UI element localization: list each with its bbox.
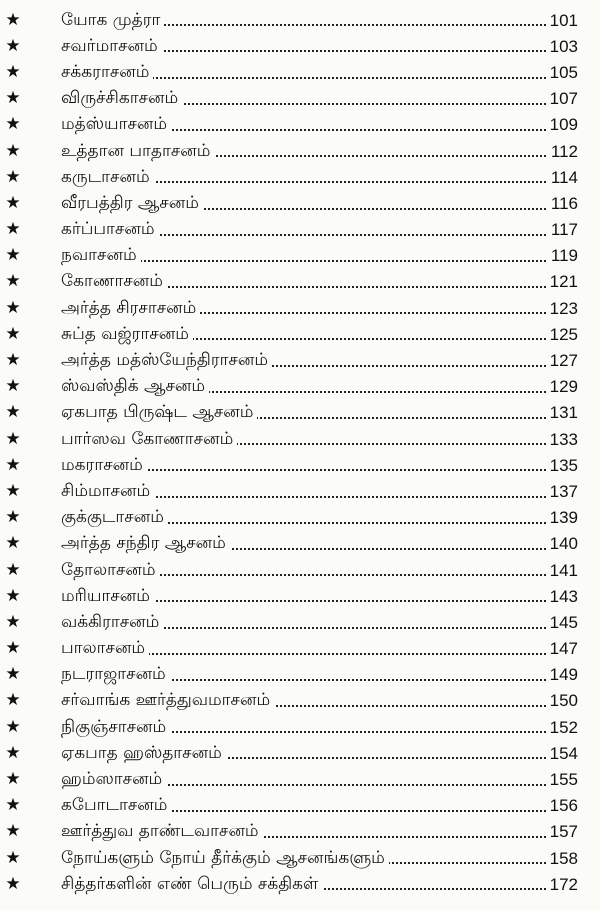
toc-entry-page-number: 109	[546, 116, 578, 133]
star-bullet-icon: ★	[5, 140, 21, 161]
star-bullet-icon: ★	[5, 742, 21, 763]
toc-entry-title: மத்ஸ்யாசனம்	[61, 116, 171, 133]
toc-entry-title: பார்ஸவ கோணாசனம்	[61, 431, 237, 448]
toc-entry-page-number: 147	[546, 640, 578, 657]
toc-entry-page-number: 129	[546, 378, 578, 395]
toc-entry	[0, 269, 600, 295]
toc-entry-title: நடராஜாசனம்	[61, 666, 170, 683]
toc-entry-title: வக்கிராசனம்	[61, 614, 163, 631]
star-bullet-icon: ★	[5, 821, 21, 842]
toc-entry	[0, 426, 600, 452]
toc-entry-title: குக்குடாசனம்	[61, 509, 168, 526]
toc-entry-page-number: 125	[546, 326, 578, 343]
toc-entry-page-number: 103	[546, 38, 578, 55]
star-bullet-icon: ★	[5, 716, 21, 737]
toc-entry	[0, 217, 600, 243]
toc-entry	[0, 793, 600, 819]
star-bullet-icon: ★	[5, 192, 21, 213]
toc-entry-title: நிகுஞ்சாசனம்	[61, 719, 170, 736]
toc-entry-title: அர்த்த மத்ஸ்யேந்திராசனம்	[61, 352, 272, 369]
star-bullet-icon: ★	[5, 402, 21, 423]
toc-entry-page-number: 149	[546, 666, 578, 683]
toc-entry-title: யோக முத்ரா	[61, 12, 164, 29]
toc-entry-page-number: 116	[547, 195, 578, 212]
toc-entry	[0, 478, 600, 504]
star-bullet-icon: ★	[5, 664, 21, 685]
toc-entry	[0, 138, 600, 164]
toc-entry-page-number: 105	[546, 64, 578, 81]
toc-entry	[0, 86, 600, 112]
toc-entry	[0, 505, 600, 531]
star-bullet-icon: ★	[5, 454, 21, 475]
toc-entry-page-number: 121	[546, 273, 578, 290]
star-bullet-icon: ★	[5, 323, 21, 344]
toc-entry-page-number: 127	[546, 352, 578, 369]
toc-entry	[0, 400, 600, 426]
toc-entry-title: கபோடாசனம்	[61, 797, 171, 814]
star-bullet-icon: ★	[5, 271, 21, 292]
star-bullet-icon: ★	[5, 88, 21, 109]
toc-entry-page-number: 150	[546, 692, 578, 709]
star-bullet-icon: ★	[5, 847, 21, 868]
star-bullet-icon: ★	[5, 795, 21, 816]
star-bullet-icon: ★	[5, 166, 21, 187]
toc-entry-title: ஏகபாத ஹஸ்தாசனம்	[61, 745, 226, 762]
star-bullet-icon: ★	[5, 219, 21, 240]
toc-entry-title: நோய்களும் நோய் தீர்க்கும் ஆசனங்களும்	[61, 850, 389, 867]
toc-entry-page-number: 154	[546, 745, 578, 762]
toc-entry-title: மகராசனம்	[61, 457, 147, 474]
toc-entry-page-number: 152	[546, 719, 578, 736]
star-bullet-icon: ★	[5, 611, 21, 632]
toc-entry	[0, 33, 600, 59]
toc-entry	[0, 662, 600, 688]
toc-entry-title: வீரபத்திர ஆசனம்	[61, 195, 203, 212]
toc-entry-title: ஹம்ஸாசனம்	[61, 771, 166, 788]
toc-entry-title: தோலாசனம்	[61, 562, 160, 579]
star-bullet-icon: ★	[5, 61, 21, 82]
toc-entry-page-number: 131	[546, 404, 578, 421]
toc-entry	[0, 819, 600, 845]
toc-entry-page-number: 123	[546, 300, 578, 317]
toc-entry	[0, 636, 600, 662]
toc-entry-page-number: 107	[546, 90, 578, 107]
star-bullet-icon: ★	[5, 114, 21, 135]
toc-entry	[0, 871, 600, 897]
toc-entry-page-number: 155	[546, 771, 578, 788]
star-bullet-icon: ★	[5, 559, 21, 580]
toc-entry	[0, 845, 600, 871]
toc-entry-page-number: 139	[546, 509, 578, 526]
toc-entry	[0, 766, 600, 792]
toc-entry	[0, 609, 600, 635]
star-bullet-icon: ★	[5, 428, 21, 449]
toc-entry-page-number: 135	[546, 457, 578, 474]
toc-entry	[0, 714, 600, 740]
toc-entry-page-number: 158	[546, 850, 578, 867]
star-bullet-icon: ★	[5, 297, 21, 318]
toc-entry-title: ஏகபாத பிருஷ்ட ஆசனம்	[61, 404, 257, 421]
toc-entry-title: கருடாசனம்	[61, 169, 154, 186]
star-bullet-icon: ★	[5, 507, 21, 528]
toc-entry-title: சுப்த வஜ்ராசனம்	[61, 326, 193, 343]
toc-entry-title: ஸ்வஸ்திக் ஆசனம்	[61, 378, 209, 395]
contents-list	[0, 7, 600, 897]
toc-entry	[0, 452, 600, 478]
toc-entry-title: அர்த்த சிரசாசனம்	[61, 300, 200, 317]
star-bullet-icon: ★	[5, 873, 21, 894]
toc-entry	[0, 112, 600, 138]
toc-entry	[0, 59, 600, 85]
star-bullet-icon: ★	[5, 350, 21, 371]
toc-entry	[0, 531, 600, 557]
toc-entry	[0, 583, 600, 609]
toc-entry	[0, 321, 600, 347]
star-bullet-icon: ★	[5, 585, 21, 606]
toc-entry-title: சர்வாங்க ஊர்த்துவமாசனம்	[61, 692, 274, 709]
toc-entry-title: அர்த்த சந்திர ஆசனம்	[61, 535, 230, 552]
star-bullet-icon: ★	[5, 35, 21, 56]
star-bullet-icon: ★	[5, 245, 21, 266]
toc-entry-page-number: 114	[547, 169, 578, 186]
toc-entry-title: சிம்மாசனம்	[61, 483, 154, 500]
star-bullet-icon: ★	[5, 690, 21, 711]
toc-entry-title: உத்தான பாதாசனம்	[61, 143, 214, 160]
toc-entry-title: விருச்சிகாசனம்	[61, 90, 182, 107]
toc-entry-title: மரியாசனம்	[61, 588, 154, 605]
toc-entry-page-number: 101	[546, 12, 578, 29]
toc-entry-page-number: 156	[546, 797, 578, 814]
toc-entry-title: நவாசனம்	[61, 247, 141, 264]
star-bullet-icon: ★	[5, 9, 21, 30]
toc-entry	[0, 374, 600, 400]
toc-entry	[0, 164, 600, 190]
toc-entry-page-number: 117	[547, 221, 578, 238]
toc-entry	[0, 740, 600, 766]
toc-entry-page-number: 157	[546, 823, 578, 840]
star-bullet-icon: ★	[5, 769, 21, 790]
toc-entry-title: பாலாசனம்	[61, 640, 149, 657]
toc-entry-title: ஊர்த்துவ தாண்டவாசனம்	[61, 823, 263, 840]
toc-entry-page-number: 140	[546, 535, 578, 552]
toc-entry-title: சவர்மாசனம்	[61, 38, 162, 55]
toc-entry	[0, 190, 600, 216]
toc-entry-title: சித்தர்களின் எண் பெரும் சக்திகள்	[61, 876, 322, 893]
toc-entry	[0, 243, 600, 269]
star-bullet-icon: ★	[5, 376, 21, 397]
toc-entry-page-number: 145	[546, 614, 578, 631]
toc-entry-title: கோணாசனம்	[61, 273, 167, 290]
star-bullet-icon: ★	[5, 533, 21, 554]
star-bullet-icon: ★	[5, 480, 21, 501]
toc-entry	[0, 688, 600, 714]
toc-entry-page-number: 172	[546, 876, 578, 893]
toc-entry-page-number: 119	[547, 247, 578, 264]
star-bullet-icon: ★	[5, 638, 21, 659]
toc-entry-page-number: 141	[546, 562, 578, 579]
toc-entry	[0, 7, 600, 33]
toc-entry-page-number: 112	[547, 143, 578, 160]
toc-entry	[0, 295, 600, 321]
toc-entry	[0, 347, 600, 373]
toc-entry	[0, 557, 600, 583]
toc-entry-title: கர்ப்பாசனம்	[61, 221, 159, 238]
toc-entry-page-number: 137	[546, 483, 578, 500]
toc-entry-page-number: 143	[546, 588, 578, 605]
toc-entry-title: சக்கராசனம்	[61, 64, 153, 81]
toc-entry-page-number: 133	[546, 431, 578, 448]
